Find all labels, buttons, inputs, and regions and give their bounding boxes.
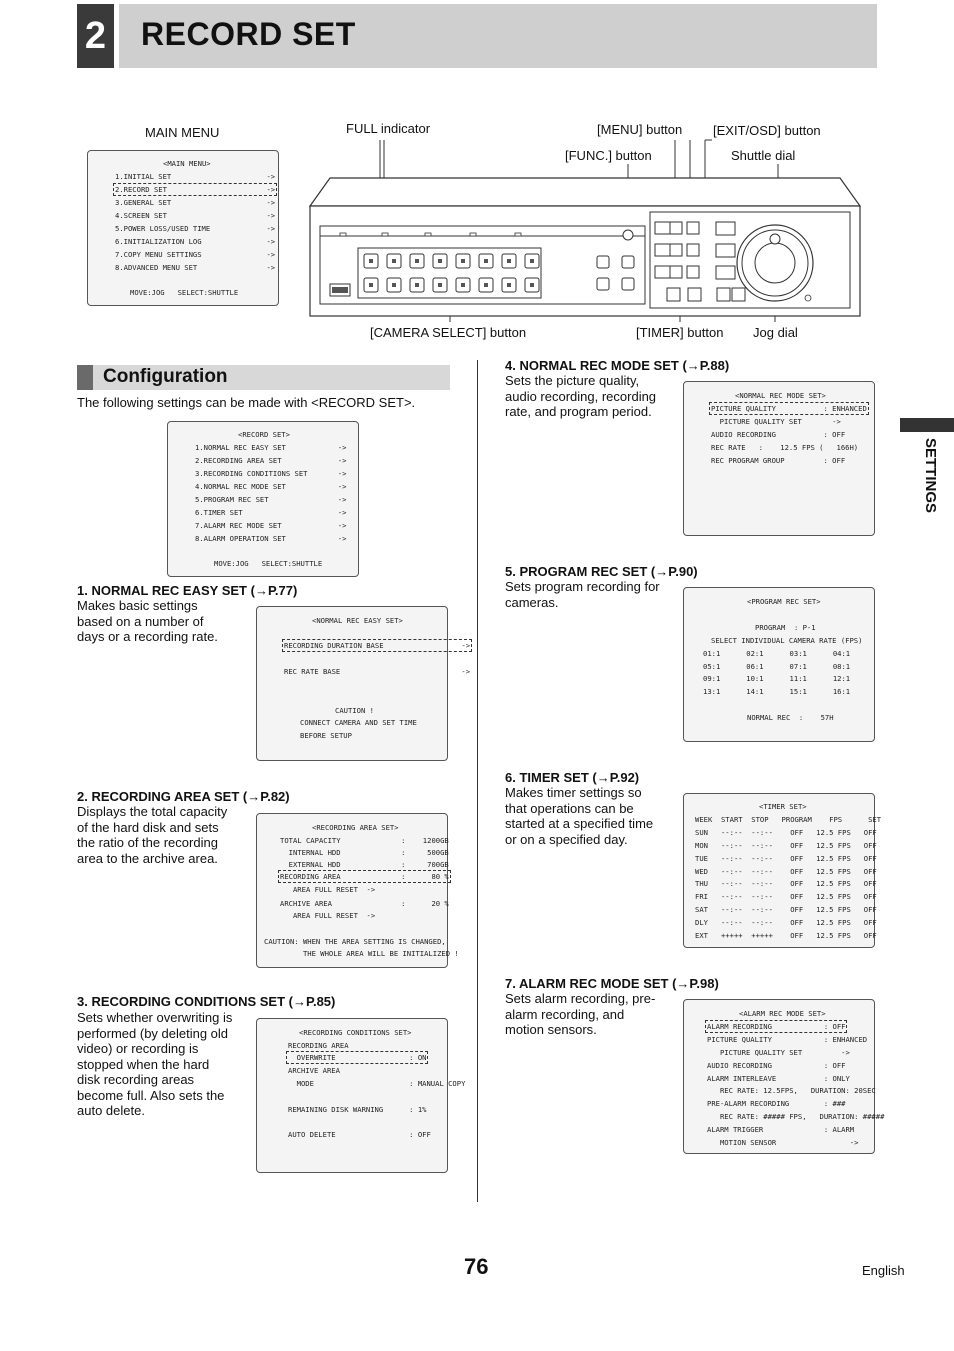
- normal-rec-mode-set-screen: <NORMAL REC MODE SET> PICTURE QUALITY : ENHANCED PICTURE QUALITY SET -> AUDIO RECORDING : OFF REC RATE : 12.5 FPS ( 166H) REC PROGRAM GROUP : OFF: [683, 381, 875, 536]
- item-1-heading: 1. NORMAL REC EASY SET (→P.77): [77, 583, 298, 598]
- recording-area-set-screen: <RECORDING AREA SET> TOTAL CAPACITY : 1200GB INTERNAL HDD : 500GB EXTERNAL HDD : 700GB RECORDING AREA : 80 % AREA FULL RESET -> ARCHIVE AREA : 20 % AREA FULL RESET -> CAUTION: WHEN THE AREA SETTING IS CHANGED, THE WHOLE AREA WILL BE INITIALIZED !: [256, 813, 448, 968]
- column-divider: [477, 360, 478, 1202]
- main-menu-screen: <MAIN MENU> 1.INITIAL SET -> 2.RECORD SET -> 3.GENERAL SET -> 4.SCREEN SET -> 5.POWER LOSS/USED TIME -> 6.INITIALIZATION LOG -> 7.COPY MENU SETTINGS -> 8.ADVANCED MENU SET -> MOVE:JOG SELECT:SHUTTLE: [87, 150, 279, 306]
- page-title: RECORD SET: [141, 16, 356, 52]
- chapter-number: 2: [77, 4, 114, 68]
- record-set-screen: <RECORD SET> 1.NORMAL REC EASY SET -> 2.RECORDING AREA SET -> 3.RECORDING CONDITIONS SET -> 4.NORMAL REC MODE SET -> 5.PROGRAM REC SET -> 6.TIMER SET -> 7.ALARM REC MODE SET -> 8.ALARM OPERATION SET -> MOVE:JOG SELECT:SHUTTLE: [167, 421, 359, 577]
- item-7-desc: Sets alarm recording, pre- alarm recording, and motion sensors.: [505, 991, 656, 1037]
- item-1-desc: Makes basic settings based on a number of days or a recording rate.: [77, 598, 218, 644]
- item-5-desc: Sets program recording for cameras.: [505, 579, 660, 610]
- jog-dial[interactable]: [755, 243, 795, 283]
- recording-conditions-set-screen: <RECORDING CONDITIONS SET> RECORDING AREA OVERWRITE : ON ARCHIVE AREA MODE : MANUAL COPY REMAINING DISK WARNING : 1% AUTO DELETE : OFF: [256, 1018, 448, 1173]
- dvr-front-panel: [300, 136, 870, 326]
- main-menu-label: MAIN MENU: [145, 125, 220, 140]
- full-indicator-label: FULL indicator: [346, 121, 431, 136]
- item-5-heading: 5. PROGRAM REC SET (→P.90): [505, 564, 698, 579]
- exit-osd-button[interactable]: [687, 222, 699, 234]
- section-intro: The following settings can be made with <RECORD SET>.: [77, 395, 416, 410]
- timer-set-screen: <TIMER SET> WEEK START STOP PROGRAM FPS SET SUN --:-- --:-- OFF 12.5 FPS OFF MON --:-- --:-- OFF 12.5 FPS OFF TUE --:-- --:-- OFF 12.5 FPS OFF WED --:-- --:-- OFF 12.5 FPS OFF THU --:-- --:-- OFF 12.5 FPS OFF FRI --:-- --:-- OFF 12.5 FPS OFF SAT --:-- --:-- OFF 12.5 FPS OFF DLY --:-- --:-- OFF 12.5 FPS OFF EXT +++++ +++++ OFF 12.5 FPS OFF: [683, 793, 875, 948]
- normal-rec-easy-set-screen: <NORMAL REC EASY SET> RECORDING DURATION BASE -> REC RATE BASE -> CAUTION ! CONNECT CAMERA AND SET TIME BEFORE SETUP: [256, 606, 448, 761]
- item-4-desc: Sets the picture quality, audio recording, recording rate, and program period.: [505, 373, 657, 419]
- menu-button[interactable]: [670, 222, 682, 234]
- item-6-heading: 6. TIMER SET (→P.92): [505, 770, 640, 785]
- alarm-rec-mode-set-screen: <ALARM REC MODE SET> ALARM RECORDING : OFF PICTURE QUALITY : ENHANCED PICTURE QUALITY SET -> AUDIO RECORDING : OFF ALARM INTERLEAVE : ONLY REC RATE: 12.5FPS, DURATION: 20SEC PRE-ALARM RECORDING : ### REC RATE: ##### FPS, DURATION: ##### ALARM TRIGGER : ALARM MOTION SENSOR ->: [683, 999, 875, 1154]
- timer-button[interactable]: [667, 288, 680, 301]
- exit-osd-button-label: [EXIT/OSD] button: [713, 123, 821, 138]
- item-7-heading: 7. ALARM REC MODE SET (→P.98): [505, 976, 719, 991]
- menu-button-label: [MENU] button: [597, 122, 683, 137]
- timer-button-label: [TIMER] button: [636, 325, 724, 340]
- side-tab-bar: [900, 418, 954, 432]
- item-6-desc: Makes timer settings so that operations can be started at a specified time or on a specified day.: [505, 785, 654, 847]
- section-title: Configuration: [103, 366, 228, 387]
- page-number: 76: [464, 1254, 489, 1279]
- item-4-heading: 4. NORMAL REC MODE SET (→P.88): [505, 358, 730, 373]
- item-3-desc: Sets whether overwriting is performed (by deleting old video) or recording is stopped when the hard disk recording areas become full. Also sets the auto delete.: [77, 1010, 233, 1118]
- dvr-top-surface: [310, 178, 860, 206]
- side-tab-text: SETTINGS: [922, 438, 939, 514]
- item-3-heading: 3. RECORDING CONDITIONS SET (→P.85): [77, 994, 336, 1009]
- func-button-label: [FUNC.] button: [565, 148, 652, 163]
- item-2-desc: Displays the total capacity of the hard disk and sets the ratio of the recording area to the archive area.: [77, 804, 228, 866]
- language-label: English: [862, 1263, 905, 1278]
- func-button[interactable]: [623, 230, 633, 240]
- jog-dial-label: Jog dial: [753, 325, 798, 340]
- shuttle-dial-label: Shuttle dial: [731, 148, 796, 163]
- side-tab-label: [912, 438, 952, 528]
- camera-select-label: [CAMERA SELECT] button: [370, 325, 527, 340]
- program-rec-set-screen: <PROGRAM REC SET> PROGRAM : P-1 SELECT INDIVIDUAL CAMERA RATE (FPS) 01:1 02:1 03:1 04:1 05:1 06:1 07:1 08:1 09:1 10:1 11:1 12:1 13:1 14:1 15:1 16:1 NORMAL REC : 57H: [683, 587, 875, 742]
- item-2-heading: 2. RECORDING AREA SET (→P.82): [77, 789, 290, 804]
